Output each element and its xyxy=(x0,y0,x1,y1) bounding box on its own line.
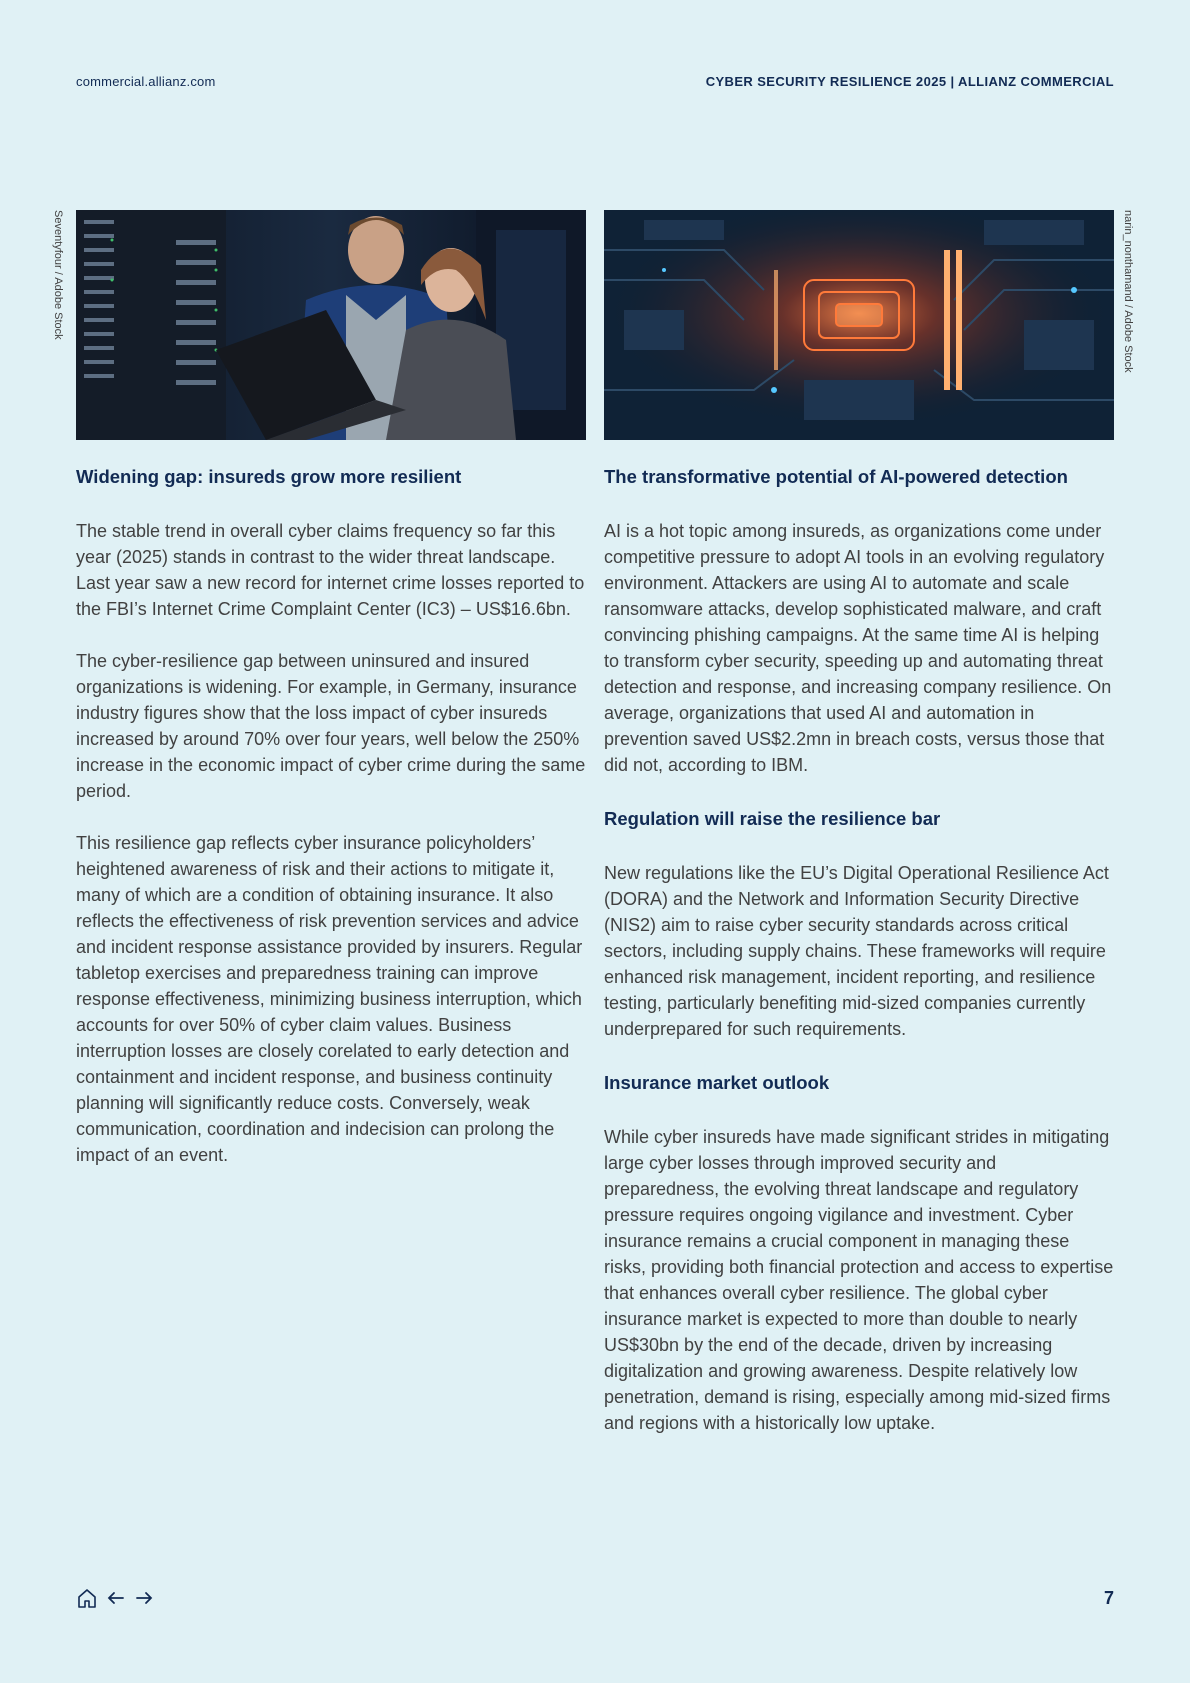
paragraph: New regulations like the EU’s Digital Operational Resilience Act (DORA) and the Network and Information Security Directive (NIS2) aim to raise cyber security standards across critical sectors, including supply chains. These frameworks will require enhanced risk management, incident reporting, and resilience testing, particularly benefiting mid-sized companies currently underprepared for such requirements. xyxy=(604,863,1109,1039)
section-heading-regulation: Regulation will raise the resilience bar xyxy=(604,808,941,829)
paragraph: The cyber-resilience gap between uninsured and insured organizations is widening. For example, in Germany, insurance industry figures show that the loss impact of cyber insureds increased by around 70% over four years, well below the 250% increase in the economic impact of cyber crime during the same period. xyxy=(76,651,586,801)
section-heading-market-outlook: Insurance market outlook xyxy=(604,1072,830,1093)
section-heading-ai-detection: The transformative potential of AI-powered detection xyxy=(604,466,1068,487)
section-heading-widening-gap: Widening gap: insureds grow more resilient xyxy=(76,466,462,487)
arrow-left-icon[interactable] xyxy=(106,1588,126,1608)
paragraph: The stable trend in overall cyber claims frequency so far this year (2025) stands in contrast to the wider threat landscape. Last year saw a new record for internet crime losses reported to the FBI’s Internet Crime Complaint Center (IC3) – US$16.6bn. xyxy=(76,521,585,619)
server-room-photo xyxy=(76,210,586,440)
paragraph: AI is a hot topic among insureds, as organizations come under competitive pressure to adopt AI tools in an evolving regulatory environment. Attackers are using AI to automate and scale ransomware attacks, develop sophisticated malware, and craft convincing phishing campaigns. At the same time AI is helping to transform cyber security, speeding up and automating threat detection and response, and increasing company resilience. On average, organizations that used AI and automation in prevention saved US$2.2mn in breach costs, versus those that did not, according to IBM. xyxy=(604,521,1112,775)
arrow-right-icon[interactable] xyxy=(134,1588,154,1608)
paragraph: This resilience gap reflects cyber insurance policyholders’ heightened awareness of risk and their actions to mitigate it, many of which are a condition of obtaining insurance. It also reflects the effectiveness of risk prevention services and advice and incident response assistance provided by insurers. Regular tabletop exercises and preparedness training can improve response effectiveness, minimizing business interruption, which accounts for over 50% of cyber claim values. Business interruption losses are closely corelated to early detection and containment and incident response, and business continuity planning will significantly reduce costs. Conversely, weak communication, coordination and indecision can prolong the impact of an event. xyxy=(76,833,583,1165)
right-column xyxy=(604,462,1116,1462)
paragraph: While cyber insureds have made significant strides in mitigating large cyber losses through improved security and preparedness, the evolving threat landscape and regulatory pressure requires ongoing vigilance and investment. Cyber insurance remains a crucial component in managing these risks, providing both financial protection and access to expertise that enhances overall cyber resilience. The global cyber insurance market is expected to more than double to nearly US$30bn by the end of the decade, driven by increasing digitalization and growing awareness. Despite relatively low penetration, demand is rising, especially among mid-sized firms and regions with a historically low uptake. xyxy=(604,1127,1114,1433)
page-number: 7 xyxy=(1103,1588,1114,1608)
photo-credit-right: narin_nonthamand / Adobe Stock xyxy=(1122,210,1134,373)
photo-credit-left: Seventyfour / Adobe Stock xyxy=(52,210,64,340)
left-column xyxy=(76,462,588,1194)
home-icon[interactable] xyxy=(76,1587,98,1609)
site-url[interactable]: commercial.allianz.com xyxy=(76,74,216,89)
footer-navigation xyxy=(76,1587,154,1609)
circuit-board-photo xyxy=(604,210,1114,440)
report-title: CYBER SECURITY RESILIENCE 2025 | ALLIANZ COMMERCIAL xyxy=(705,74,1114,89)
